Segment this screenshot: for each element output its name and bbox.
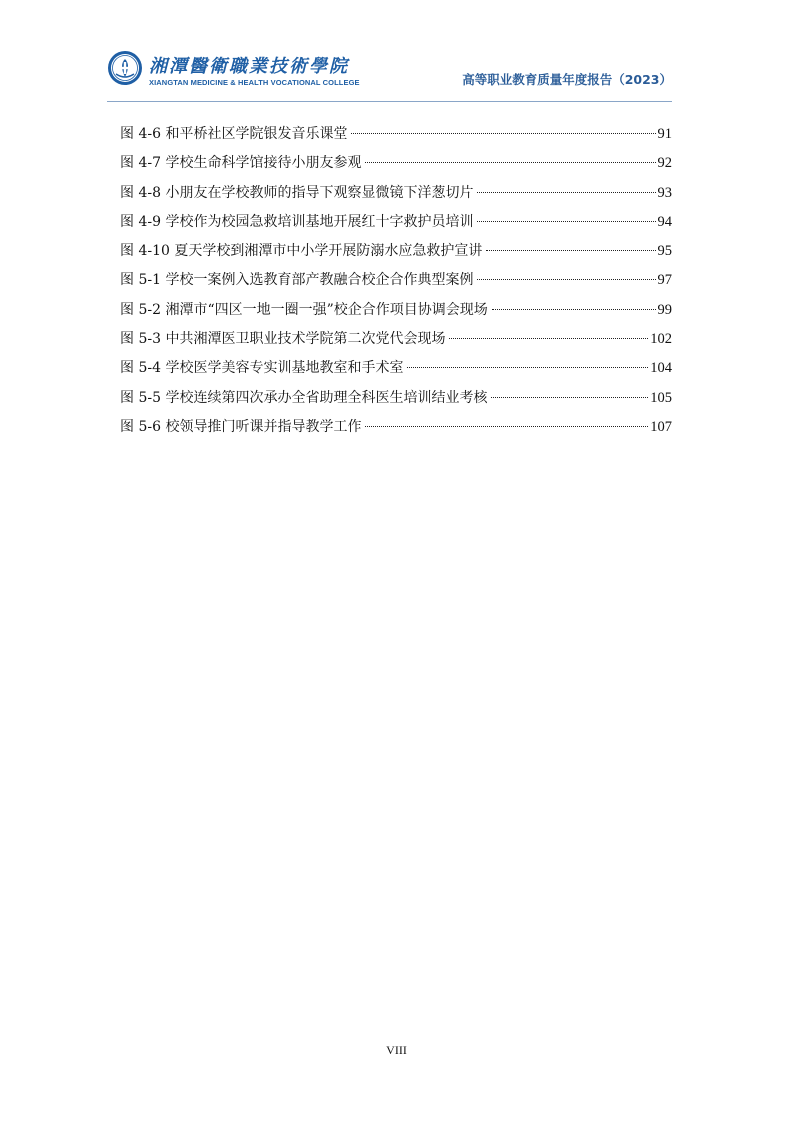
page-number: VIII [386, 1043, 407, 1057]
toc-leader-dots [477, 192, 655, 193]
toc-entry-page: 105 [650, 389, 672, 406]
toc-entry[interactable] [120, 179, 672, 208]
toc-leader-dots [351, 133, 655, 134]
toc-entry-label: 图 5-1 学校一案例入选教育部产教融合校企合作典型案例 [120, 272, 474, 289]
toc-entry-page: 104 [650, 360, 672, 377]
toc-entry[interactable] [120, 296, 672, 325]
toc-entry-label: 图 5-6 校领导推门听课并指导教学工作 [120, 418, 362, 435]
toc-entry-label: 图 5-5 学校连续第四次承办全省助理全科医生培训结业考核 [120, 389, 488, 406]
toc-entry-label: 图 4-9 学校作为校园急救培训基地开展红十字救护员培训 [120, 213, 474, 230]
report-title: 高等职业教育质量年度报告（2023） [462, 72, 672, 87]
toc-entry-page: 95 [657, 243, 672, 260]
toc-leader-dots [477, 221, 655, 222]
toc-leader-dots [407, 367, 648, 368]
toc-leader-dots [449, 338, 648, 339]
page-header [107, 48, 672, 102]
toc-entry-label: 图 5-3 中共湘潭医卫职业技术学院第二次党代会现场 [120, 331, 446, 348]
toc-entry[interactable] [120, 266, 672, 295]
toc-entry[interactable] [120, 354, 672, 383]
toc-leader-dots [491, 397, 648, 398]
header-divider [107, 101, 672, 102]
school-name-en: XIANGTAN MEDICINE & HEALTH VOCATIONAL COLLEGE [149, 78, 360, 87]
figure-list [120, 120, 672, 442]
toc-entry[interactable] [120, 120, 672, 149]
toc-leader-dots [492, 309, 656, 310]
toc-entry-label: 图 4-6 和平桥社区学院银发音乐课堂 [120, 126, 348, 142]
toc-entry-page: 102 [650, 331, 672, 348]
toc-entry-page: 99 [657, 301, 672, 318]
toc-entry-page: 92 [657, 155, 672, 172]
school-logo-icon [107, 50, 143, 86]
toc-entry[interactable] [120, 237, 672, 266]
toc-leader-dots [365, 162, 655, 163]
toc-entry-label: 图 5-4 学校医学美容专实训基地教室和手术室 [120, 360, 404, 377]
toc-leader-dots [365, 426, 648, 427]
school-name-cn: 湘潭醫衛職業技術學院 [149, 56, 349, 77]
toc-entry-label: 图 4-8 小朋友在学校教师的指导下观察显微镜下洋葱切片 [120, 184, 474, 201]
toc-entry[interactable] [120, 325, 672, 354]
toc-leader-dots [486, 250, 655, 251]
toc-entry-page: 97 [657, 272, 672, 289]
toc-entry-page: 94 [657, 213, 672, 230]
toc-entry-label: 图 4-10 夏天学校到湘潭市中小学开展防溺水应急救护宣讲 [120, 243, 483, 260]
toc-entry[interactable] [120, 413, 672, 442]
toc-entry-page: 91 [657, 126, 672, 142]
toc-entry-label: 图 5-2 湘潭市“四区一地一圈一强”校企合作项目协调会现场 [120, 301, 488, 318]
toc-entry-page: 107 [650, 418, 672, 435]
toc-leader-dots [477, 279, 655, 280]
toc-entry-page: 93 [657, 184, 672, 201]
toc-entry[interactable] [120, 149, 672, 178]
toc-entry[interactable] [120, 384, 672, 413]
toc-entry[interactable] [120, 208, 672, 237]
toc-entry-label: 图 4-7 学校生命科学馆接待小朋友参观 [120, 155, 362, 172]
